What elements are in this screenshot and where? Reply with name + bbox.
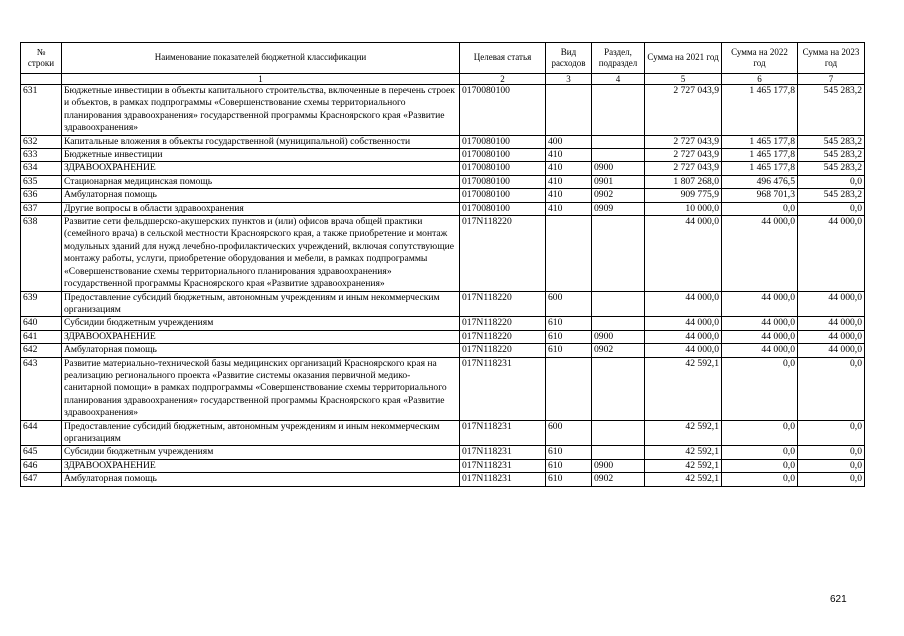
row-section bbox=[592, 446, 645, 459]
row-sum-2023: 0,0 bbox=[798, 446, 865, 459]
table-row bbox=[21, 473, 865, 486]
table-row bbox=[21, 446, 865, 459]
row-target-article: 0170080100 bbox=[460, 202, 546, 215]
row-sum-2021: 2 727 043,9 bbox=[645, 149, 722, 162]
header-sum-2022: Сумма на 2022 год bbox=[722, 43, 798, 74]
row-number: 632 bbox=[21, 135, 62, 148]
row-sum-2021: 44 000,0 bbox=[645, 330, 722, 343]
row-sum-2022: 0,0 bbox=[722, 459, 798, 472]
row-target-article: 017N118231 bbox=[460, 357, 546, 420]
row-sum-2023: 44 000,0 bbox=[798, 317, 865, 330]
header-type: Вид расходов bbox=[546, 43, 592, 74]
row-sum-2021: 2 727 043,9 bbox=[645, 135, 722, 148]
table-row bbox=[21, 357, 865, 420]
row-section: 0902 bbox=[592, 344, 645, 357]
table-row bbox=[21, 317, 865, 330]
row-name: Предоставление субсидий бюджетным, автономным учреждениям и иным некоммерческим организациям bbox=[62, 420, 460, 446]
row-section: 0900 bbox=[592, 330, 645, 343]
table-row bbox=[21, 175, 865, 188]
row-number: 633 bbox=[21, 149, 62, 162]
row-sum-2021: 44 000,0 bbox=[645, 216, 722, 291]
row-sum-2023: 545 283,2 bbox=[798, 135, 865, 148]
table-row bbox=[21, 216, 865, 291]
row-section bbox=[592, 291, 645, 317]
row-sum-2023: 545 283,2 bbox=[798, 162, 865, 175]
table-row bbox=[21, 189, 865, 202]
row-target-article: 017N118231 bbox=[460, 420, 546, 446]
header-target: Целевая статья bbox=[460, 43, 546, 74]
table-row bbox=[21, 291, 865, 317]
header-row bbox=[21, 43, 865, 74]
row-expense-type: 610 bbox=[546, 330, 592, 343]
row-sum-2023: 44 000,0 bbox=[798, 216, 865, 291]
row-sum-2022: 1 465 177,8 bbox=[722, 149, 798, 162]
col-number: 5 bbox=[645, 74, 722, 85]
column-number-row bbox=[21, 74, 865, 85]
row-target-article: 0170080100 bbox=[460, 162, 546, 175]
row-sum-2021: 44 000,0 bbox=[645, 344, 722, 357]
row-sum-2021: 10 000,0 bbox=[645, 202, 722, 215]
row-expense-type: 600 bbox=[546, 291, 592, 317]
row-sum-2022: 0,0 bbox=[722, 357, 798, 420]
row-number: 635 bbox=[21, 175, 62, 188]
row-sum-2021: 42 592,1 bbox=[645, 357, 722, 420]
row-name: Бюджетные инвестиции bbox=[62, 149, 460, 162]
table-row bbox=[21, 459, 865, 472]
row-sum-2021: 2 727 043,9 bbox=[645, 162, 722, 175]
budget-table bbox=[20, 42, 865, 487]
table-row bbox=[21, 135, 865, 148]
row-name: Развитие сети фельдшерско-акушерских пунктов и (или) офисов врача общей практики (семейного врача) в сельской местности Красноярского края, а также приобретение и монтаж модульных зданий для нужд лечебно-профилактических учреждений, включая сопутствующие монтажу работы, услуги, приобретение оборудования и мебели, в рамках подпрограммы «Совершенствование схемы территориального планирования здравоохранения» государственной программы Красноярского края «Развитие здравоохранения» bbox=[62, 216, 460, 291]
row-target-article: 017N118231 bbox=[460, 459, 546, 472]
col-number: 4 bbox=[592, 74, 645, 85]
row-sum-2022: 0,0 bbox=[722, 446, 798, 459]
row-sum-2023: 0,0 bbox=[798, 202, 865, 215]
row-expense-type: 410 bbox=[546, 189, 592, 202]
row-number: 636 bbox=[21, 189, 62, 202]
row-sum-2021: 42 592,1 bbox=[645, 459, 722, 472]
row-number: 634 bbox=[21, 162, 62, 175]
row-target-article: 0170080100 bbox=[460, 135, 546, 148]
row-name: ЗДРАВООХРАНЕНИЕ bbox=[62, 162, 460, 175]
row-section: 0901 bbox=[592, 175, 645, 188]
row-sum-2023: 545 283,2 bbox=[798, 149, 865, 162]
header-num: № строки bbox=[21, 43, 62, 74]
col-number-blank bbox=[21, 74, 62, 85]
row-expense-type bbox=[546, 85, 592, 136]
row-sum-2022: 44 000,0 bbox=[722, 291, 798, 317]
row-sum-2022: 44 000,0 bbox=[722, 344, 798, 357]
row-expense-type: 410 bbox=[546, 202, 592, 215]
row-section bbox=[592, 149, 645, 162]
row-target-article: 017N118220 bbox=[460, 317, 546, 330]
row-name: ЗДРАВООХРАНЕНИЕ bbox=[62, 330, 460, 343]
table-row bbox=[21, 85, 865, 136]
row-number: 641 bbox=[21, 330, 62, 343]
row-name: Развитие материально-технической базы медицинских организаций Красноярского края на реализацию регионального проекта «Развитие системы оказания первичной медико-санитарной помощи» в рамках подпрограммы «Совершенствование схемы территориального планирования здравоохранения» государственной программы Красноярского края «Развитие здравоохранения» bbox=[62, 357, 460, 420]
row-sum-2023: 44 000,0 bbox=[798, 330, 865, 343]
table-row bbox=[21, 149, 865, 162]
row-expense-type: 600 bbox=[546, 420, 592, 446]
header-section: Раздел, подраздел bbox=[592, 43, 645, 74]
row-sum-2022: 1 465 177,8 bbox=[722, 135, 798, 148]
col-number: 7 bbox=[798, 74, 865, 85]
table-row bbox=[21, 420, 865, 446]
row-section bbox=[592, 85, 645, 136]
row-section bbox=[592, 317, 645, 330]
row-number: 642 bbox=[21, 344, 62, 357]
row-target-article: 017N118220 bbox=[460, 344, 546, 357]
row-section: 0900 bbox=[592, 459, 645, 472]
row-section: 0902 bbox=[592, 473, 645, 486]
header-name: Наименование показателей бюджетной классификации bbox=[62, 43, 460, 74]
row-section: 0902 bbox=[592, 189, 645, 202]
row-expense-type: 610 bbox=[546, 459, 592, 472]
table-row bbox=[21, 330, 865, 343]
row-sum-2022: 0,0 bbox=[722, 420, 798, 446]
row-number: 639 bbox=[21, 291, 62, 317]
row-name: Другие вопросы в области здравоохранения bbox=[62, 202, 460, 215]
row-name: Субсидии бюджетным учреждениям bbox=[62, 317, 460, 330]
row-sum-2021: 2 727 043,9 bbox=[645, 85, 722, 136]
row-expense-type: 410 bbox=[546, 162, 592, 175]
row-number: 645 bbox=[21, 446, 62, 459]
row-sum-2021: 42 592,1 bbox=[645, 446, 722, 459]
row-sum-2021: 42 592,1 bbox=[645, 420, 722, 446]
row-section: 0900 bbox=[592, 162, 645, 175]
row-sum-2023: 0,0 bbox=[798, 357, 865, 420]
row-target-article: 017N118231 bbox=[460, 473, 546, 486]
table-row bbox=[21, 202, 865, 215]
row-section bbox=[592, 135, 645, 148]
row-sum-2022: 44 000,0 bbox=[722, 317, 798, 330]
row-sum-2023: 0,0 bbox=[798, 459, 865, 472]
row-sum-2023: 0,0 bbox=[798, 175, 865, 188]
row-number: 640 bbox=[21, 317, 62, 330]
row-sum-2021: 42 592,1 bbox=[645, 473, 722, 486]
row-expense-type: 410 bbox=[546, 149, 592, 162]
row-sum-2022: 44 000,0 bbox=[722, 216, 798, 291]
row-sum-2023: 0,0 bbox=[798, 473, 865, 486]
row-target-article: 017N118231 bbox=[460, 446, 546, 459]
row-sum-2021: 44 000,0 bbox=[645, 291, 722, 317]
row-sum-2023: 44 000,0 bbox=[798, 344, 865, 357]
row-expense-type bbox=[546, 216, 592, 291]
row-sum-2021: 44 000,0 bbox=[645, 317, 722, 330]
col-number: 1 bbox=[62, 74, 460, 85]
row-sum-2022: 1 465 177,8 bbox=[722, 162, 798, 175]
row-number: 637 bbox=[21, 202, 62, 215]
page-number: 621 bbox=[830, 594, 847, 605]
row-name: Бюджетные инвестиции в объекты капитального строительства, включенные в перечень строек и объектов, в рамках подпрограммы «Совершенствование схемы территориального планирования здравоохранения» государственной программы Красноярского края «Развитие здравоохранения» bbox=[62, 85, 460, 136]
row-sum-2022: 44 000,0 bbox=[722, 330, 798, 343]
row-expense-type: 610 bbox=[546, 446, 592, 459]
row-number: 644 bbox=[21, 420, 62, 446]
row-name: Капитальные вложения в объекты государственной (муниципальной) собственности bbox=[62, 135, 460, 148]
row-sum-2022: 968 701,3 bbox=[722, 189, 798, 202]
row-target-article: 017N118220 bbox=[460, 291, 546, 317]
header-sum-2023: Сумма на 2023 год bbox=[798, 43, 865, 74]
row-name: Субсидии бюджетным учреждениям bbox=[62, 446, 460, 459]
row-number: 647 bbox=[21, 473, 62, 486]
row-target-article: 017N118220 bbox=[460, 330, 546, 343]
row-sum-2022: 0,0 bbox=[722, 473, 798, 486]
row-name: Амбулаторная помощь bbox=[62, 189, 460, 202]
row-name: Предоставление субсидий бюджетным, автономным учреждениям и иным некоммерческим организациям bbox=[62, 291, 460, 317]
row-number: 631 bbox=[21, 85, 62, 136]
row-sum-2023: 545 283,2 bbox=[798, 85, 865, 136]
row-sum-2023: 545 283,2 bbox=[798, 189, 865, 202]
row-name: ЗДРАВООХРАНЕНИЕ bbox=[62, 459, 460, 472]
row-target-article: 0170080100 bbox=[460, 189, 546, 202]
header-sum-2021: Сумма на 2021 год bbox=[645, 43, 722, 74]
row-section bbox=[592, 357, 645, 420]
row-sum-2022: 0,0 bbox=[722, 202, 798, 215]
row-target-article: 0170080100 bbox=[460, 175, 546, 188]
row-section bbox=[592, 420, 645, 446]
row-name: Амбулаторная помощь bbox=[62, 344, 460, 357]
row-sum-2021: 1 807 268,0 bbox=[645, 175, 722, 188]
row-target-article: 0170080100 bbox=[460, 149, 546, 162]
row-expense-type: 610 bbox=[546, 344, 592, 357]
row-target-article: 017N118220 bbox=[460, 216, 546, 291]
col-number: 6 bbox=[722, 74, 798, 85]
row-sum-2023: 44 000,0 bbox=[798, 291, 865, 317]
row-number: 643 bbox=[21, 357, 62, 420]
row-expense-type: 610 bbox=[546, 317, 592, 330]
row-section bbox=[592, 216, 645, 291]
row-section: 0909 bbox=[592, 202, 645, 215]
row-sum-2022: 1 465 177,8 bbox=[722, 85, 798, 136]
row-expense-type bbox=[546, 357, 592, 420]
table-row bbox=[21, 344, 865, 357]
row-sum-2021: 909 775,9 bbox=[645, 189, 722, 202]
row-name: Амбулаторная помощь bbox=[62, 473, 460, 486]
row-sum-2022: 496 476,5 bbox=[722, 175, 798, 188]
row-number: 646 bbox=[21, 459, 62, 472]
row-number: 638 bbox=[21, 216, 62, 291]
table-row bbox=[21, 162, 865, 175]
col-number: 3 bbox=[546, 74, 592, 85]
row-expense-type: 400 bbox=[546, 135, 592, 148]
row-expense-type: 610 bbox=[546, 473, 592, 486]
row-target-article: 0170080100 bbox=[460, 85, 546, 136]
row-sum-2023: 0,0 bbox=[798, 420, 865, 446]
row-name: Стационарная медицинская помощь bbox=[62, 175, 460, 188]
col-number: 2 bbox=[460, 74, 546, 85]
row-expense-type: 410 bbox=[546, 175, 592, 188]
